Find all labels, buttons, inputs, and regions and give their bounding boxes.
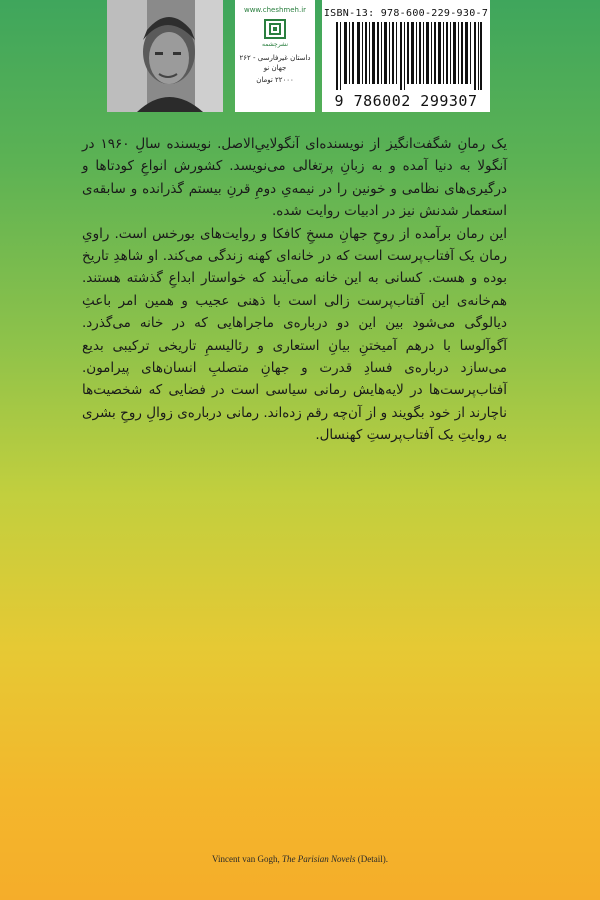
series-label: داستان غیرفارسی - ۲۶۲	[239, 54, 311, 62]
price-label: ۲۲۰۰۰ تومان	[256, 76, 294, 84]
publisher-url: www.cheshmeh.ir	[243, 6, 307, 14]
barcode-box	[322, 0, 490, 112]
artwork-title: The Parisian Novels	[281, 854, 356, 864]
artist-name: Vincent van Gogh,	[212, 854, 280, 864]
cover-art-credit	[0, 854, 600, 864]
publisher-logo-icon	[263, 18, 287, 40]
publisher-box	[235, 0, 315, 112]
subseries-label: جهان نو	[263, 64, 287, 72]
barcode-icon	[336, 22, 482, 90]
author-photo	[107, 0, 223, 112]
barcode-digits: 9 786002 299307	[334, 92, 478, 110]
book-description	[82, 133, 507, 447]
description-paragraph: یک رمانِ شگفت‌انگیز از نویسنده‌ای آنگولاییِ‌الاصل. نویسنده سالِ ۱۹۶۰ در آنگولا به دنیا آمده و به زبانِ پرتغالی می‌نویسد. کشورش انواعِ کودتاها و درگیری‌های نظامی و خونین را در نیمه‌یِ دومِ قرنِ بیستم گذرانده و سابقه‌ی استعمار شدنش نیز در ادبیات روایت شده.	[82, 136, 507, 220]
description-paragraph: این رمان برآمده از روحِ جهانِ مسخِ کافکا و روایت‌های بورخس است. راویِ رمان یک آفتاب‌پرست است که در خانه‌ای کهنه زندگی می‌کند. او شاهدِ تاریخ بوده و هست. کسانی به این خانه می‌آیند که خواستار ابداعِ گذشته هستند. هم‌خانه‌ی این آفتاب‌پرست زالی است با ذهنی عجیب و همین امر باعثِ دیالوگی می‌شود بین این دو درباره‌ی ماجراهایی که در خانه می‌گذرد. آگوآلوسا با درهم آمیختنِ بیانِ استعاری و رئالیسمِ تاریخی ترکیبی بدیع می‌سازد درباره‌ی فسادِ قدرت و جهانِ متصلبِ انسان‌های پیرامون. آفتاب‌پرست‌ها در لایه‌هایش رمانی سیاسی است در فضایی که شخصیت‌ها ناچارند از خود بگویند و از آن‌چه رقم زده‌اند. رمانی درباره‌ی زوالِ روحِ بشری به روایتِ یک آفتاب‌پرستِ کهنسال.	[82, 225, 507, 444]
publisher-imprint: نشرچشمه	[261, 41, 289, 48]
back-cover-header	[0, 0, 600, 118]
artwork-note: (Detail).	[357, 854, 388, 864]
isbn-label: ISBN-13: 978-600-229-930-7	[323, 8, 489, 19]
